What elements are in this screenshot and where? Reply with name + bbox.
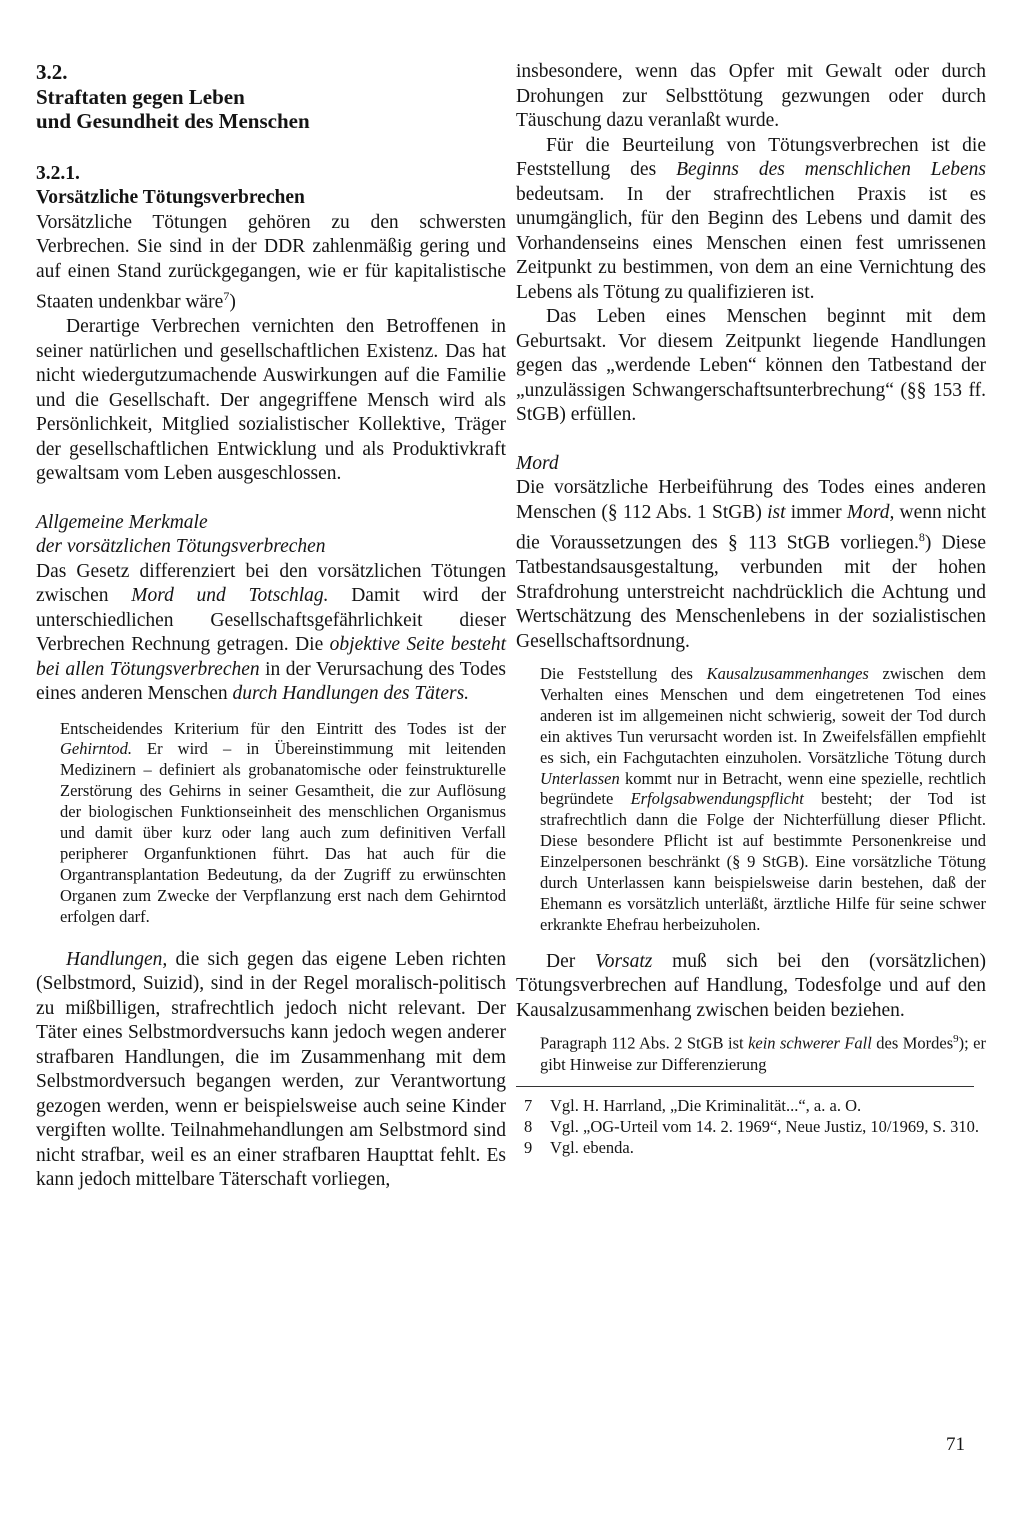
paragraph-intent: Der Vorsatz muß sich bei den (vorsätzlichen) Tötungsverbrechen auf Handlung, Todesfolge und auf den Kausalzusammenhang zwischen beiden beziehen. — [516, 950, 986, 1021]
left-column — [36, 60, 506, 1193]
paragraph-coercion: insbesondere, wenn das Opfer mit Gewalt oder durch Drohungen zur Selbsttötung gezwungen oder durch Täuschung dazu veranlaßt wurde. — [516, 61, 986, 131]
subsection-title: Vorsätzliche Tötungsverbrechen — [36, 187, 305, 208]
footnote-divider — [516, 1086, 974, 1087]
heading-general-features-line2: der vorsätzlichen Tötungsverbrechen — [36, 536, 326, 557]
paragraph-birth: Das Leben eines Menschen beginnt mit dem Geburtsakt. Vor diesem Zeitpunkt liegende Handlungen gegen das „werdende Leben“ können den Tatbestand der „unzulässigen Schwangerschaftsunterbrechung“ (§§ 153 ff. StGB) erfüllen. — [516, 306, 986, 425]
paragraph-beginning-of-life: Für die Beurteilung von Tötungsverbrechen ist die Feststellung des Beginns des menschlichen Lebens bedeutsam. In der strafrechtlichen Praxis ist es unumgänglich, für den Beginn des Lebens und damit des Vorhandenseins eines Menschen einen fest umrissenen Zeitpunkt zu bestimmen, von dem an eine Vernichtung des Lebens als Tötung zu qualifizieren ist. — [516, 134, 987, 303]
note-causality: Die Feststellung des Kausalzusammenhanges zwischen dem Verhalten eines Menschen und dem eingetretenen Tod eines anderen ist im allgemeinen nicht schwierig, soweit der Tod durch ein aktives Tun verursacht worden ist. In Zweifelsfällen empfiehlt es sich, ein Fachgutachten einzuholen. Vorsätzliche Tötung durch Unterlassen kommt nur in Betracht, wenn eine spezielle, rechtlich begründete Erfolgsabwendungspflicht besteht; der Tod ist strafrechtlich dann die Folge der Nichterfüllung dieser Pflicht. Diese besondere Pflicht ist auf bestimmte Personenkreise und Einzelpersonen beschränkt (§ 9 StGB). Eine vorsätzliche Tötung durch Unterlassen kann beispielsweise darin bestehen, daß der Ehemann es vorsätzlich unterläßt, ärztliche Hilfe für seine schwer erkrankte Ehefrau herbeizuholen. — [540, 664, 986, 934]
paragraph-consequences: Derartige Verbrechen vernichten den Betroffenen in seiner natürlichen und gesellschaftlichen Existenz. Das hat nicht wiedergutzumachende Auswirkungen auf die Familie und die Gesellschaft. Der angegriffene Mensch wird als Persönlichkeit, Mitglied sozialistischer Kollektive, Träger der gesellschaftlichen Entwicklung und als Produktivkraft gewaltsam vom Leben ausgeschlossen. — [36, 316, 506, 484]
section-number: 3.2. — [36, 60, 68, 84]
footnote-9: 9 Vgl. ebenda. — [524, 1137, 634, 1157]
paragraph-mord: Die vorsätzliche Herbeiführung des Todes eines anderen Menschen (§ 112 Abs. 1 StGB) ist immer Mord, wenn nicht die Voraussetzungen des § 113 StGB vorliegen.$^8$) Diese Tatbestandsausgestaltung, verbunden mit der hohen Strafdrohung unterstreicht nachdrücklich die Achtung und Wertschätzung des Menschenlebens in der sozialistischen Gesellschaftsordnung. — [516, 477, 986, 652]
footnote-8: 8 Vgl. „OG-Urteil vom 14. 2. 1969“, Neue Justiz, 10/1969, S. 310. — [524, 1116, 979, 1136]
paragraph-intro: Vorsätzliche Tötungen gehören zu den schwersten Verbrechen. Sie sind in der DDR zahlenmäßig gering und auf einen Stand zurückgegangen, wie er für kapitalistische Staaten undenkbar wäre$^7$) — [36, 211, 506, 313]
right-column — [516, 60, 986, 1158]
page-number: 71 — [946, 1434, 965, 1455]
note-brain-death: Entscheidendes Kriterium für den Eintritt des Todes ist der Gehirntod. Er wird – in Übereinstimmung mit leitenden Medizinern – definiert als grobanatomische oder feinstrukturelle Zerstörung des Gehirns in seiner Gesamtheit, die zur Auflösung der biologischen Funktionseinheit des menschlichen Organismus und damit über kurz oder lang auch zum definitiven Verfall peripherer Organfunktionen führt. Das hat auch für die Organtransplantation Bedeutung, da der Zugriff zu erwünschten Organen zum Zwecke der Verpflanzung erst nach dem Gehirntod erfolgen darf. — [60, 718, 506, 926]
footnote-7: 7 Vgl. H. Harrland, „Die Kriminalität...“, a. a. O. — [524, 1095, 862, 1115]
section-title-line1: Straftaten gegen Leben — [36, 84, 245, 109]
note-paragraph-112: Paragraph 112 Abs. 2 StGB ist kein schwerer Fall des Mordes$^9$); er gibt Hinweise zur Differenzierung — [540, 1033, 986, 1074]
subsection-number: 3.2.1. — [36, 162, 80, 184]
paragraph-differentiation: Das Gesetz differenziert bei den vorsätzlichen Tötungen zwischen Mord und Totschlag. Damit wird der unterschiedlichen Gesellschaftsgefährlichkeit dieser Verbrechen Rechnung getragen. Die objektive Seite besteht bei allen Tötungsverbrechen in der Verursachung des Todes eines anderen Menschen durch Handlungen des Täters. — [36, 560, 506, 704]
heading-general-features-line1: Allgemeine Merkmale — [36, 511, 208, 533]
paragraph-suicide: Handlungen, die sich gegen das eigene Leben richten (Selbstmord, Suizid), sind in der Regel moralisch-politisch zu mißbilligen, strafrechtlich jedoch nicht relevant. Der Täter eines Selbstmordversuchs kann jedoch wegen anderer strafbaren Handlungen, die im Zusammenhang mit dem Selbstmordversuch begangen werden, zur Verantwortung gezogen werden, wenn er beispielsweise auch seine Kinder vergiften wollte. Teilnahmehandlungen am Selbstmord sind nicht strafbar, weil es an einer strafbaren Haupttat fehlt. Es kann jedoch mittelbare Täterschaft vorliegen, — [36, 948, 506, 1191]
section-title-line2: und Gesundheit des Menschen — [36, 109, 310, 133]
heading-mord: Mord — [516, 452, 559, 474]
